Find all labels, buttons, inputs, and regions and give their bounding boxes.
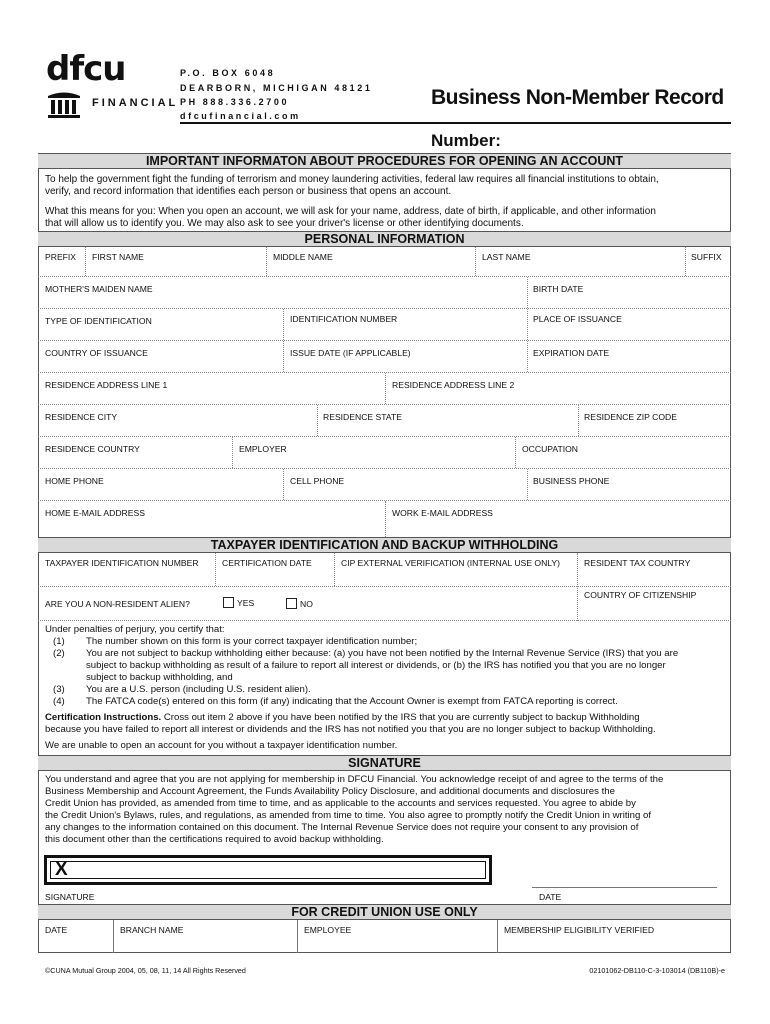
phone-line: PH 888.336.2700 xyxy=(180,97,290,107)
cip-verification-field[interactable]: CIP EXTERNAL VERIFICATION (INTERNAL USE ONLY) xyxy=(341,558,561,568)
date-line xyxy=(532,887,717,888)
divider xyxy=(283,309,284,340)
no-checkbox[interactable] xyxy=(286,598,297,609)
prefix-field[interactable]: PREFIX xyxy=(45,252,77,262)
divider xyxy=(527,341,528,372)
no-label: NO xyxy=(300,599,313,609)
issue-date-field[interactable]: ISSUE DATE (IF APPLICABLE) xyxy=(290,348,411,358)
place-of-issuance-field[interactable]: PLACE OF ISSUANCE xyxy=(533,314,622,324)
resident-tax-country-field[interactable]: RESIDENT TAX COUNTRY xyxy=(584,558,691,568)
divider xyxy=(515,437,516,468)
divider xyxy=(232,437,233,468)
row-divider xyxy=(38,404,731,405)
signature-x-mark: X xyxy=(55,859,68,880)
form-code: 02101062-DB110-C-3-103014 (DB110B)-e xyxy=(589,966,725,975)
cert-item-text: You are not subject to backup withholding either because: (a) you have not been notified by the Internal Revenue Service (IRS) that you are xyxy=(86,648,679,659)
divider xyxy=(685,247,686,276)
agreement-text: any changes to the information contained on this document. The Internal Revenue Service does not require your consent to any provision of xyxy=(45,822,639,833)
cert-item-text: subject to backup withholding as result of a failure to report all interest or dividends, or (b) the IRS has notified you that you are no longer xyxy=(86,660,666,671)
divider xyxy=(527,309,528,340)
residence-state-field[interactable]: RESIDENCE STATE xyxy=(323,412,402,422)
important-text: To help the government fight the funding of terrorism and money laundering activities, federal law requires all financial institutions to obtain, xyxy=(45,174,659,185)
yes-label: YES xyxy=(237,598,255,608)
divider xyxy=(475,247,476,276)
business-phone-field[interactable]: BUSINESS PHONE xyxy=(533,476,610,486)
row-divider xyxy=(38,436,731,437)
agreement-text: You understand and agree that you are not applying for membership in DFCU Financial. You acknowledge receipt of and agree to the terms of the xyxy=(45,774,664,785)
divider xyxy=(578,405,579,436)
cert-item-number: (4) xyxy=(53,696,65,707)
important-text: verify, and record information that identifies each person or business that opens an account. xyxy=(45,186,452,197)
row-divider xyxy=(38,468,731,469)
identification-number-field[interactable]: IDENTIFICATION NUMBER xyxy=(290,314,398,324)
occupation-field[interactable]: OCCUPATION xyxy=(522,444,579,454)
form-title: Business Non-Member Record xyxy=(431,86,724,109)
employer-field[interactable]: EMPLOYER xyxy=(239,444,287,454)
copyright-notice: ©CUNA Mutual Group 2004, 05, 08, 11, 14 All Rights Reserved xyxy=(45,966,246,975)
residence-city-field[interactable]: RESIDENCE CITY xyxy=(45,412,118,422)
divider xyxy=(527,277,528,308)
divider xyxy=(497,920,498,953)
residence-address-line2-field[interactable]: RESIDENCE ADDRESS LINE 2 xyxy=(392,380,515,390)
row-divider xyxy=(38,276,731,277)
country-of-citizenship-field[interactable]: COUNTRY OF CITIZENSHIP xyxy=(584,590,697,600)
agreement-text: Credit Union has provided, as amended from time to time, and as applicable to the accounts and services requested. You agree to abide by xyxy=(45,798,636,809)
birth-date-field[interactable]: BIRTH DATE xyxy=(533,284,584,294)
agreement-text: the Credit Union's Bylaws, rules, and regulations, as amended from time to time. You also agree to promptly notify the Credit Union in writing of xyxy=(45,810,652,821)
residence-zip-field[interactable]: RESIDENCE ZIP CODE xyxy=(584,412,677,422)
non-resident-alien-question: ARE YOU A NON-RESIDENT ALIEN? xyxy=(45,599,190,609)
row-divider xyxy=(38,340,731,341)
address-line: P.O. BOX 6048 xyxy=(180,68,276,78)
cert-item-number: (2) xyxy=(53,648,65,659)
branch-name-field[interactable]: BRANCH NAME xyxy=(120,925,184,935)
suffix-field[interactable]: SUFFIX xyxy=(691,252,722,262)
important-text: What this means for you: When you open an account, we will ask for your name, address, date of birth, if applicable, and other information xyxy=(45,206,656,217)
divider xyxy=(215,553,216,586)
taxpayer-heading: TAXPAYER IDENTIFICATION AND BACKUP WITHHOLDING xyxy=(38,537,731,553)
row-divider xyxy=(38,586,731,587)
divider xyxy=(334,553,335,586)
expiration-date-field[interactable]: EXPIRATION DATE xyxy=(533,348,610,358)
important-heading: IMPORTANT INFORMATON ABOUT PROCEDURES FOR OPENING AN ACCOUNT xyxy=(38,153,731,169)
cert-item-text: The FATCA code(s) entered on this form (if any) indicating that the Account Owner is exempt from FATCA reporting is correct. xyxy=(86,696,618,707)
row-divider xyxy=(38,620,731,621)
residence-address-line1-field[interactable]: RESIDENCE ADDRESS LINE 1 xyxy=(45,380,168,390)
divider xyxy=(283,469,284,500)
work-email-field[interactable]: WORK E-MAIL ADDRESS xyxy=(392,508,493,518)
divider xyxy=(527,469,528,500)
important-text: that will allow us to identify you. We may also ask to see your driver's license or other identifying documents. xyxy=(45,218,524,229)
signature-heading: SIGNATURE xyxy=(38,755,731,771)
cert-item-text: subject to backup withholding, and xyxy=(86,672,233,683)
cert-item-text: The number shown on this form is your correct taxpayer identification number; xyxy=(86,636,418,647)
cert-item-number: (1) xyxy=(53,636,65,647)
country-of-issuance-field[interactable]: COUNTRY OF ISSUANCE xyxy=(45,348,148,358)
yes-checkbox[interactable] xyxy=(223,597,234,608)
certification-instructions-text: because you have failed to report all interest or dividends and the IRS has not notified you that you are no longer subject to backup Withholding. xyxy=(45,724,656,735)
cu-date-field[interactable]: DATE xyxy=(45,925,68,935)
first-name-field[interactable]: FIRST NAME xyxy=(92,252,144,262)
home-phone-field[interactable]: HOME PHONE xyxy=(45,476,104,486)
divider xyxy=(577,553,578,621)
tin-field[interactable]: TAXPAYER IDENTIFICATION NUMBER xyxy=(45,558,199,568)
divider xyxy=(283,341,284,372)
employee-field[interactable]: EMPLOYEE xyxy=(304,925,352,935)
header-rule xyxy=(180,122,731,124)
cert-instructions-title: Certification Instructions. xyxy=(45,712,162,723)
divider xyxy=(266,247,267,276)
logo-subtitle: FINANCIAL xyxy=(92,97,179,109)
cert-instructions-text: Cross out item 2 above if you have been notified by the IRS that you are currently subject to backup Withholding xyxy=(161,712,640,723)
tin-required-notice: We are unable to open an account for you without a taxpayer identification number. xyxy=(45,740,398,751)
row-divider xyxy=(38,308,731,309)
certification-date-field[interactable]: CERTIFICATION DATE xyxy=(222,558,312,568)
certification-instructions xyxy=(45,712,640,723)
type-of-identification-field[interactable]: TYPE OF IDENTIFICATION xyxy=(45,316,152,326)
membership-eligibility-field[interactable]: MEMBERSHIP ELIGIBILITY VERIFIED xyxy=(504,925,655,935)
website-line: dfcufinancial.com xyxy=(180,111,301,121)
divider xyxy=(113,920,114,953)
middle-name-field[interactable]: MIDDLE NAME xyxy=(273,252,333,262)
record-number-label: Number: xyxy=(431,131,501,150)
residence-country-field[interactable]: RESIDENCE COUNTRY xyxy=(45,444,140,454)
cert-item-number: (3) xyxy=(53,684,65,695)
pillar-logo-icon xyxy=(47,92,81,118)
address-line: DEARBORN, MICHIGAN 48121 xyxy=(180,83,373,93)
last-name-field[interactable]: LAST NAME xyxy=(482,252,531,262)
logo-wordmark: dfcu xyxy=(46,49,126,89)
divider xyxy=(85,247,86,276)
divider xyxy=(385,373,386,404)
personal-info-heading: PERSONAL INFORMATION xyxy=(38,231,731,247)
home-email-field[interactable]: HOME E-MAIL ADDRESS xyxy=(45,508,145,518)
mothers-maiden-name-field[interactable]: MOTHER'S MAIDEN NAME xyxy=(45,284,153,294)
divider xyxy=(385,501,386,537)
date-label: DATE xyxy=(539,892,562,902)
agreement-text: Business Membership and Account Agreement, the Funds Availability Policy Disclosure, and additional documents and disclosures the xyxy=(45,786,615,797)
signature-box[interactable] xyxy=(44,855,492,885)
divider xyxy=(317,405,318,436)
agreement-text: this document other than the certifications required to avoid backup withholding. xyxy=(45,834,384,845)
divider xyxy=(297,920,298,953)
credit-union-use-heading: FOR CREDIT UNION USE ONLY xyxy=(38,904,731,920)
cert-item-text: You are a U.S. person (including U.S. resident alien). xyxy=(86,684,311,695)
signature-label: SIGNATURE xyxy=(45,892,95,902)
perjury-statement: Under penalties of perjury, you certify that: xyxy=(45,624,225,635)
cell-phone-field[interactable]: CELL PHONE xyxy=(290,476,345,486)
